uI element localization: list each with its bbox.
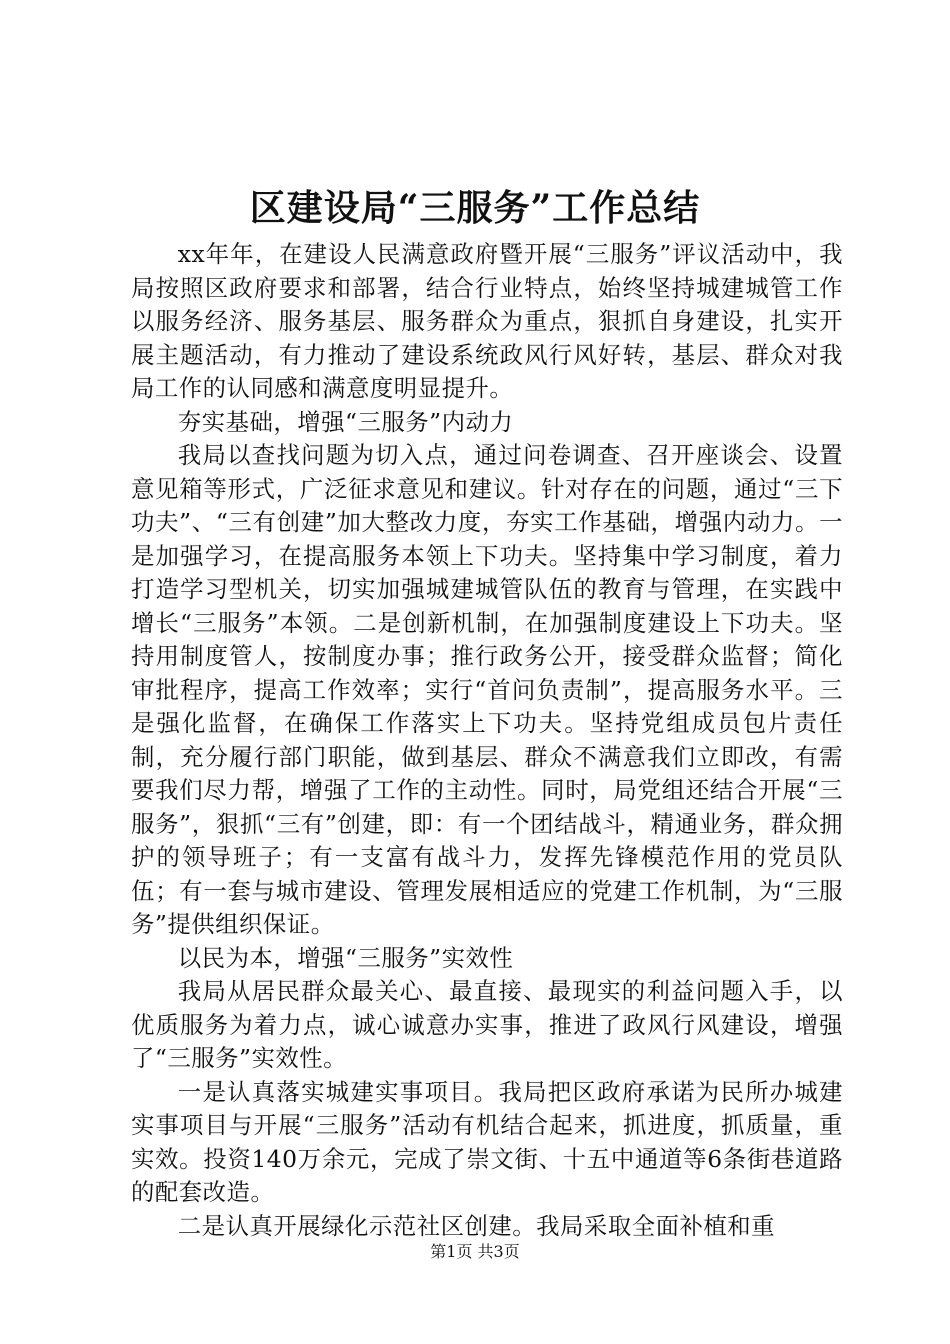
section-heading: 夯实基础，增强“三服务”内动力 xyxy=(177,407,514,436)
page-number: 第1页 共3页 xyxy=(430,1242,520,1261)
paragraph-projects: 一是认真落实城建实事项目。我局把区政府承诺为民所办城建实事项目与开展“三服务”活动有机结合起来，抓进度，抓质量，重实效。投资140万余元，完成了崇文街、十五中通道等6条街巷道路的配套改造。 xyxy=(131,1077,843,1206)
paragraph-people-first: 我局从居民群众最关心、最直接、最现实的利益问题入手，以优质服务为着力点，诚心诚意办实事，推进了政风行风建设，增强了“三服务”实效性。 xyxy=(131,977,843,1072)
section-heading: 以民为本，增强“三服务”实效性 xyxy=(177,943,514,972)
paragraph-greening: 二是认真开展绿化示范社区创建。我局采取全面补植和重 xyxy=(177,1211,776,1240)
document-body xyxy=(131,238,843,1243)
document-title: 区建设局“三服务”工作总结 xyxy=(249,187,701,229)
paragraph-intro: xx年年，在建设人民满意政府暨开展“三服务”评议活动中，我局按照区政府要求和部署，结合行业特点，始终坚持城建城管工作以服务经济、服务基层、服务群众为重点，狠抓自身建设，扎实开展主题活动，有力推动了建设系统政风行风好转，基层、群众对我局工作的认同感和满意度明显提升。 xyxy=(131,240,843,402)
paragraph-foundation: 我局以查找问题为切入点，通过问卷调查、召开座谈会、设置意见箱等形式，广泛征求意见和建议。针对存在的问题，通过“三下功夫”、“三有创建”加大整改力度，夯实工作基础，增强内动力。一是加强学习，在提高服务本领上下功夫。坚持集中学习制度，着力打造学习型机关，切实加强城建城管队伍的教育与管理，在实践中增长“三服务”本领。二是创新机制，在加强制度建设上下功夫。坚持用制度管人，按制度办事；推行政务公开，接受群众监督；简化审批程序，提高工作效率；实行“首问负责制”，提高服务水平。三是强化监督，在确保工作落实上下功夫。坚持党组成员包片责任制，充分履行部门职能，做到基层、群众不满意我们立即改，有需要我们尽力帮，增强了工作的主动性。同时，局党组还结合开展“三服务”，狠抓“三有”创建，即：有一个团结战斗，精通业务，群众拥护的领导班子；有一支富有战斗力，发挥先锋模范作用的党员队伍；有一套与城市建设、管理发展相适应的党建工作机制，为“三服务”提供组织保证。 xyxy=(131,441,843,938)
